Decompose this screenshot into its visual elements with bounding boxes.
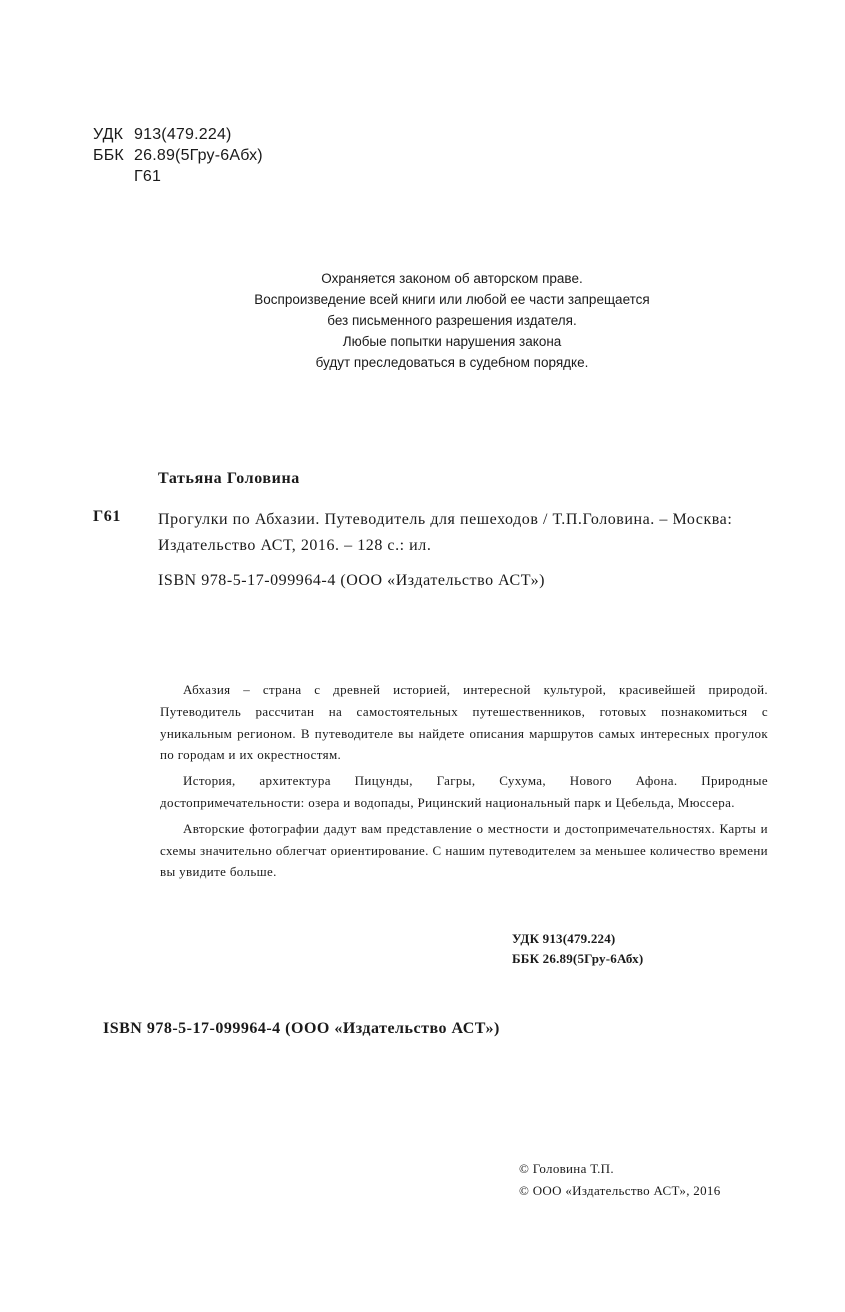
bottom-bbk-code: ББК 26.89(5Гру-6Абх) (512, 951, 644, 966)
bibliographic-isbn: ISBN 978-5-17-099964-4 (ООО «Издательство АСТ») (158, 572, 546, 589)
copyright-notice (200, 268, 704, 373)
bbk-code-row (93, 145, 263, 166)
catalog-mark: Г61 (93, 508, 121, 525)
udk-value: 913(479.224) (134, 126, 232, 143)
author-copyright: © Головина Т.П. (519, 1161, 614, 1176)
bibliographic-record: Прогулки по Абхазии. Путеводитель для пешеходов / Т.П.Головина. – Москва: Издательство АСТ, 2016. – 128 с.: ил. (158, 511, 733, 554)
author-mark: Г61 (134, 168, 162, 185)
bottom-udk-code: УДК 913(479.224) (512, 931, 616, 946)
annotation (160, 679, 768, 887)
annotation-paragraph: Абхазия – страна с древней историей, интересной культурой, красивейшей природой. Путеводитель рассчитан на самостоятельных путешественников, готовых познакомиться с уникальным регионом. В путеводителе вы найдете описания маршрутов самых интересных прогулок по городам и их окрестностям. (160, 682, 768, 763)
classification-codes (93, 124, 263, 187)
copyright-notice-line: Охраняется законом об авторском праве. (321, 271, 583, 286)
copyright-lines (519, 1158, 721, 1202)
annotation-paragraph: Авторские фотографии дадут вам представление о местности и достопримечательностях. Карты и схемы значительно облегчат ориентирование. С нашим путеводителем за меньшее количество времени вы увидите больше. (160, 820, 768, 880)
copyright-notice-line: без письменного разрешения издателя. (327, 313, 577, 328)
annotation-paragraph: История, архитектура Пицунды, Гагры, Сухума, Нового Афона. Природные достопримечательности: озера и водопады, Рицинский национальный парк и Цебельда, Мюссера. (160, 773, 768, 810)
main-isbn: ISBN 978-5-17-099964-4 (ООО «Издательство АСТ») (103, 1020, 500, 1037)
bbk-label: ББК (93, 147, 124, 164)
bbk-value: 26.89(5Гру-6Абх) (134, 147, 263, 164)
publisher-copyright: © ООО «Издательство АСТ», 2016 (519, 1183, 721, 1198)
author-name: Татьяна Головина (158, 470, 300, 487)
copyright-notice-line: Любые попытки нарушения закона (342, 334, 562, 349)
copyright-notice-line: будут преследоваться в судебном порядке. (315, 355, 589, 370)
udk-code-row (93, 124, 263, 145)
udk-label: УДК (93, 126, 124, 143)
bottom-classification-codes (512, 929, 643, 969)
copyright-notice-line: Воспроизведение всей книги или любой ее части запрещается (254, 292, 650, 307)
